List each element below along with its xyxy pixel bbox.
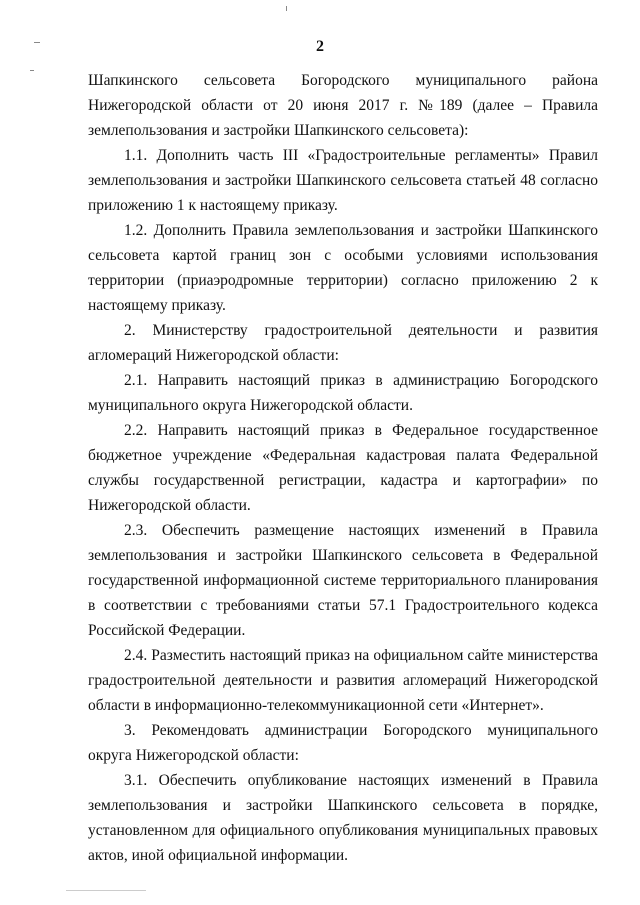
paragraph-1-1: 1.1. Дополнить часть III «Градостроительные регламенты» Правил землепользования и застройки Шапкинского сельсовета статьей 48 согласно приложению 1 к настоящему приказу. — [88, 147, 598, 214]
page-number: 2 — [316, 38, 324, 55]
scan-mark — [286, 6, 287, 11]
paragraph-continuation: Шапкинского сельсовета Богородского муниципального района Нижегородской области от 20 июня 2017 г. №189 (далее – Правила землепользования и застройки Шапкинского сельсовета): — [88, 72, 598, 139]
paragraph-3-1: 3.1. Обеспечить опубликование настоящих изменений в Правила землепользования и застройки Шапкинского сельсовета в порядке, установленном для официального опубликования муниципальных правовых актов, иной официальной информации. — [88, 772, 598, 864]
document-body — [88, 68, 598, 868]
paragraph-2-4: 2.4. Разместить настоящий приказ на официальном сайте министерства градостроительной деятельности и развития агломераций Нижегородской области в информационно-телекоммуникационной сети «Интернет». — [88, 647, 598, 714]
paragraph-3: 3. Рекомендовать администрации Богородского муниципального округа Нижегородской области: — [88, 722, 598, 764]
paragraph-2-3: 2.3. Обеспечить размещение настоящих изменений в Правила землепользования и застройки Шапкинского сельсовета в Федеральной государственной информационной системе территориального планирования в соответствии с требованиями статьи 57.1 Градостроительного кодекса Российской Федерации. — [88, 522, 598, 639]
paragraph-2-1: 2.1. Направить настоящий приказ в администрацию Богородского муниципального округа Нижегородской области. — [88, 372, 598, 414]
scan-mark — [66, 890, 146, 891]
scan-mark — [30, 70, 34, 71]
paragraph-2: 2. Министерству градостроительной деятельности и развития агломераций Нижегородской области: — [88, 322, 598, 364]
paragraph-1-2: 1.2. Дополнить Правила землепользования и застройки Шапкинского сельсовета картой границ зон с особыми условиями использования территории (приаэродромные территории) согласно приложению 2 к настоящему приказу. — [88, 222, 598, 314]
paragraph-2-2: 2.2. Направить настоящий приказ в Федеральное государственное бюджетное учреждение «Федеральная кадастровая палата Федеральной службы государственной регистрации, кадастра и картографии» по Нижегородской области. — [88, 422, 598, 514]
